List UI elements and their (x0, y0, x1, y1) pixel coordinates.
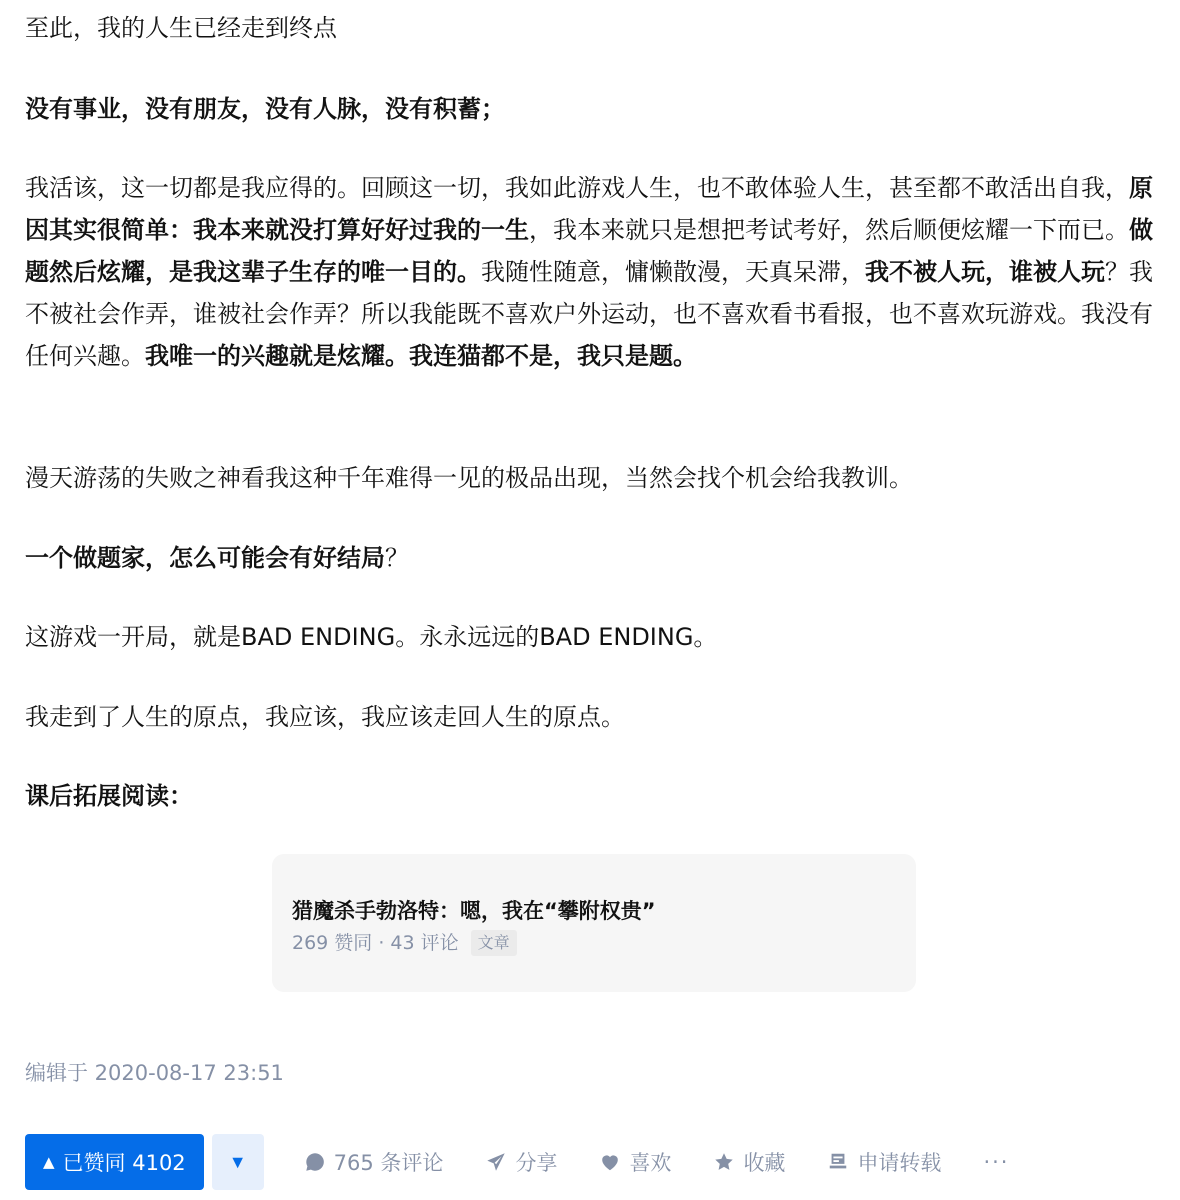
more-button[interactable] (983, 1150, 1009, 1174)
comments-button[interactable] (304, 1147, 444, 1177)
paragraph-6: 这游戏一开局，就是BAD ENDING。永永远远的BAD ENDING。 (25, 623, 718, 651)
p5-bold: 一个做题家，怎么可能会有好结局 (25, 544, 385, 572)
p3-text-1: 我活该，这一切都是我应得的。回顾这一切，我如此游戏人生，也不敢体验人生，甚至都不敢活出自我， (25, 174, 1129, 202)
more-icon: ··· (983, 1150, 1010, 1174)
card-title[interactable]: 猎魔杀手勃洛特：嗯，我在“攀附权贵” (292, 899, 656, 923)
p5-rest: ？ (385, 544, 409, 572)
triangle-down-icon: ▼ (228, 1151, 247, 1172)
paragraph-1: 至此，我的人生已经走到终点 (25, 14, 337, 42)
collect-label: 收藏 (743, 1151, 786, 1175)
card-tag: 文章 (471, 930, 517, 956)
paragraph-3 (25, 167, 1165, 377)
vote-up-button[interactable] (25, 1134, 204, 1190)
repost-label: 申请转载 (857, 1151, 942, 1175)
edited-time: 编辑于 2020-08-17 23:51 (25, 1061, 284, 1085)
card-meta (292, 928, 517, 958)
vote-down-button[interactable] (212, 1134, 264, 1190)
paragraph-2: 没有事业，没有朋友，没有人脉，没有积蓄； (25, 95, 505, 123)
star-icon (713, 1151, 735, 1173)
paragraph-8: 课后拓展阅读： (25, 782, 193, 810)
heart-icon (599, 1151, 621, 1173)
share-label: 分享 (515, 1151, 558, 1175)
like-button[interactable] (599, 1147, 671, 1177)
comments-label: 765 条评论 (333, 1151, 444, 1175)
share-icon (485, 1151, 507, 1173)
p3-text-2: ，我本来就只是想把考试考好，然后顺便炫耀一下而已。 (529, 216, 1129, 244)
like-label: 喜欢 (629, 1151, 672, 1175)
triangle-up-icon: ▲ (43, 1153, 55, 1171)
comment-icon (304, 1151, 326, 1173)
document-icon (827, 1151, 849, 1173)
related-article-card[interactable] (272, 854, 916, 992)
p3-text-4: ？我不被社会作弄，谁被社会作弄？所以我能既不喜欢户外运动，也不喜欢看书看报，也不喜欢玩游戏。我没有任何兴趣。 (25, 258, 1153, 370)
p3-bold-3: 我不被人玩，谁被人玩 (865, 258, 1105, 286)
paragraph-4: 漫天游荡的失败之神看我这种千年难得一见的极品出现，当然会找个机会给我教训。 (25, 464, 913, 492)
vote-up-label: 已赞同 4102 (62, 1151, 186, 1175)
collect-button[interactable] (713, 1147, 785, 1177)
p3-text-3: 我随性随意，慵懒散漫，天真呆滞， (481, 258, 865, 286)
card-stats: 269 赞同 · 43 评论 (292, 932, 459, 954)
action-bar (25, 1134, 1009, 1190)
paragraph-7: 我走到了人生的原点，我应该，我应该走回人生的原点。 (25, 703, 625, 731)
paragraph-5 (25, 537, 409, 579)
p3-bold-4: 我唯一的兴趣就是炫耀。我连猫都不是，我只是题。 (145, 342, 697, 370)
repost-button[interactable] (827, 1147, 941, 1177)
p3-bold-1: 原因其实很简单：我本来就没打算好好过我的一生 (25, 174, 1153, 244)
p3-bold-2: 做题然后炫耀，是我这辈子生存的唯一目的。 (25, 216, 1153, 286)
share-button[interactable] (485, 1147, 557, 1177)
